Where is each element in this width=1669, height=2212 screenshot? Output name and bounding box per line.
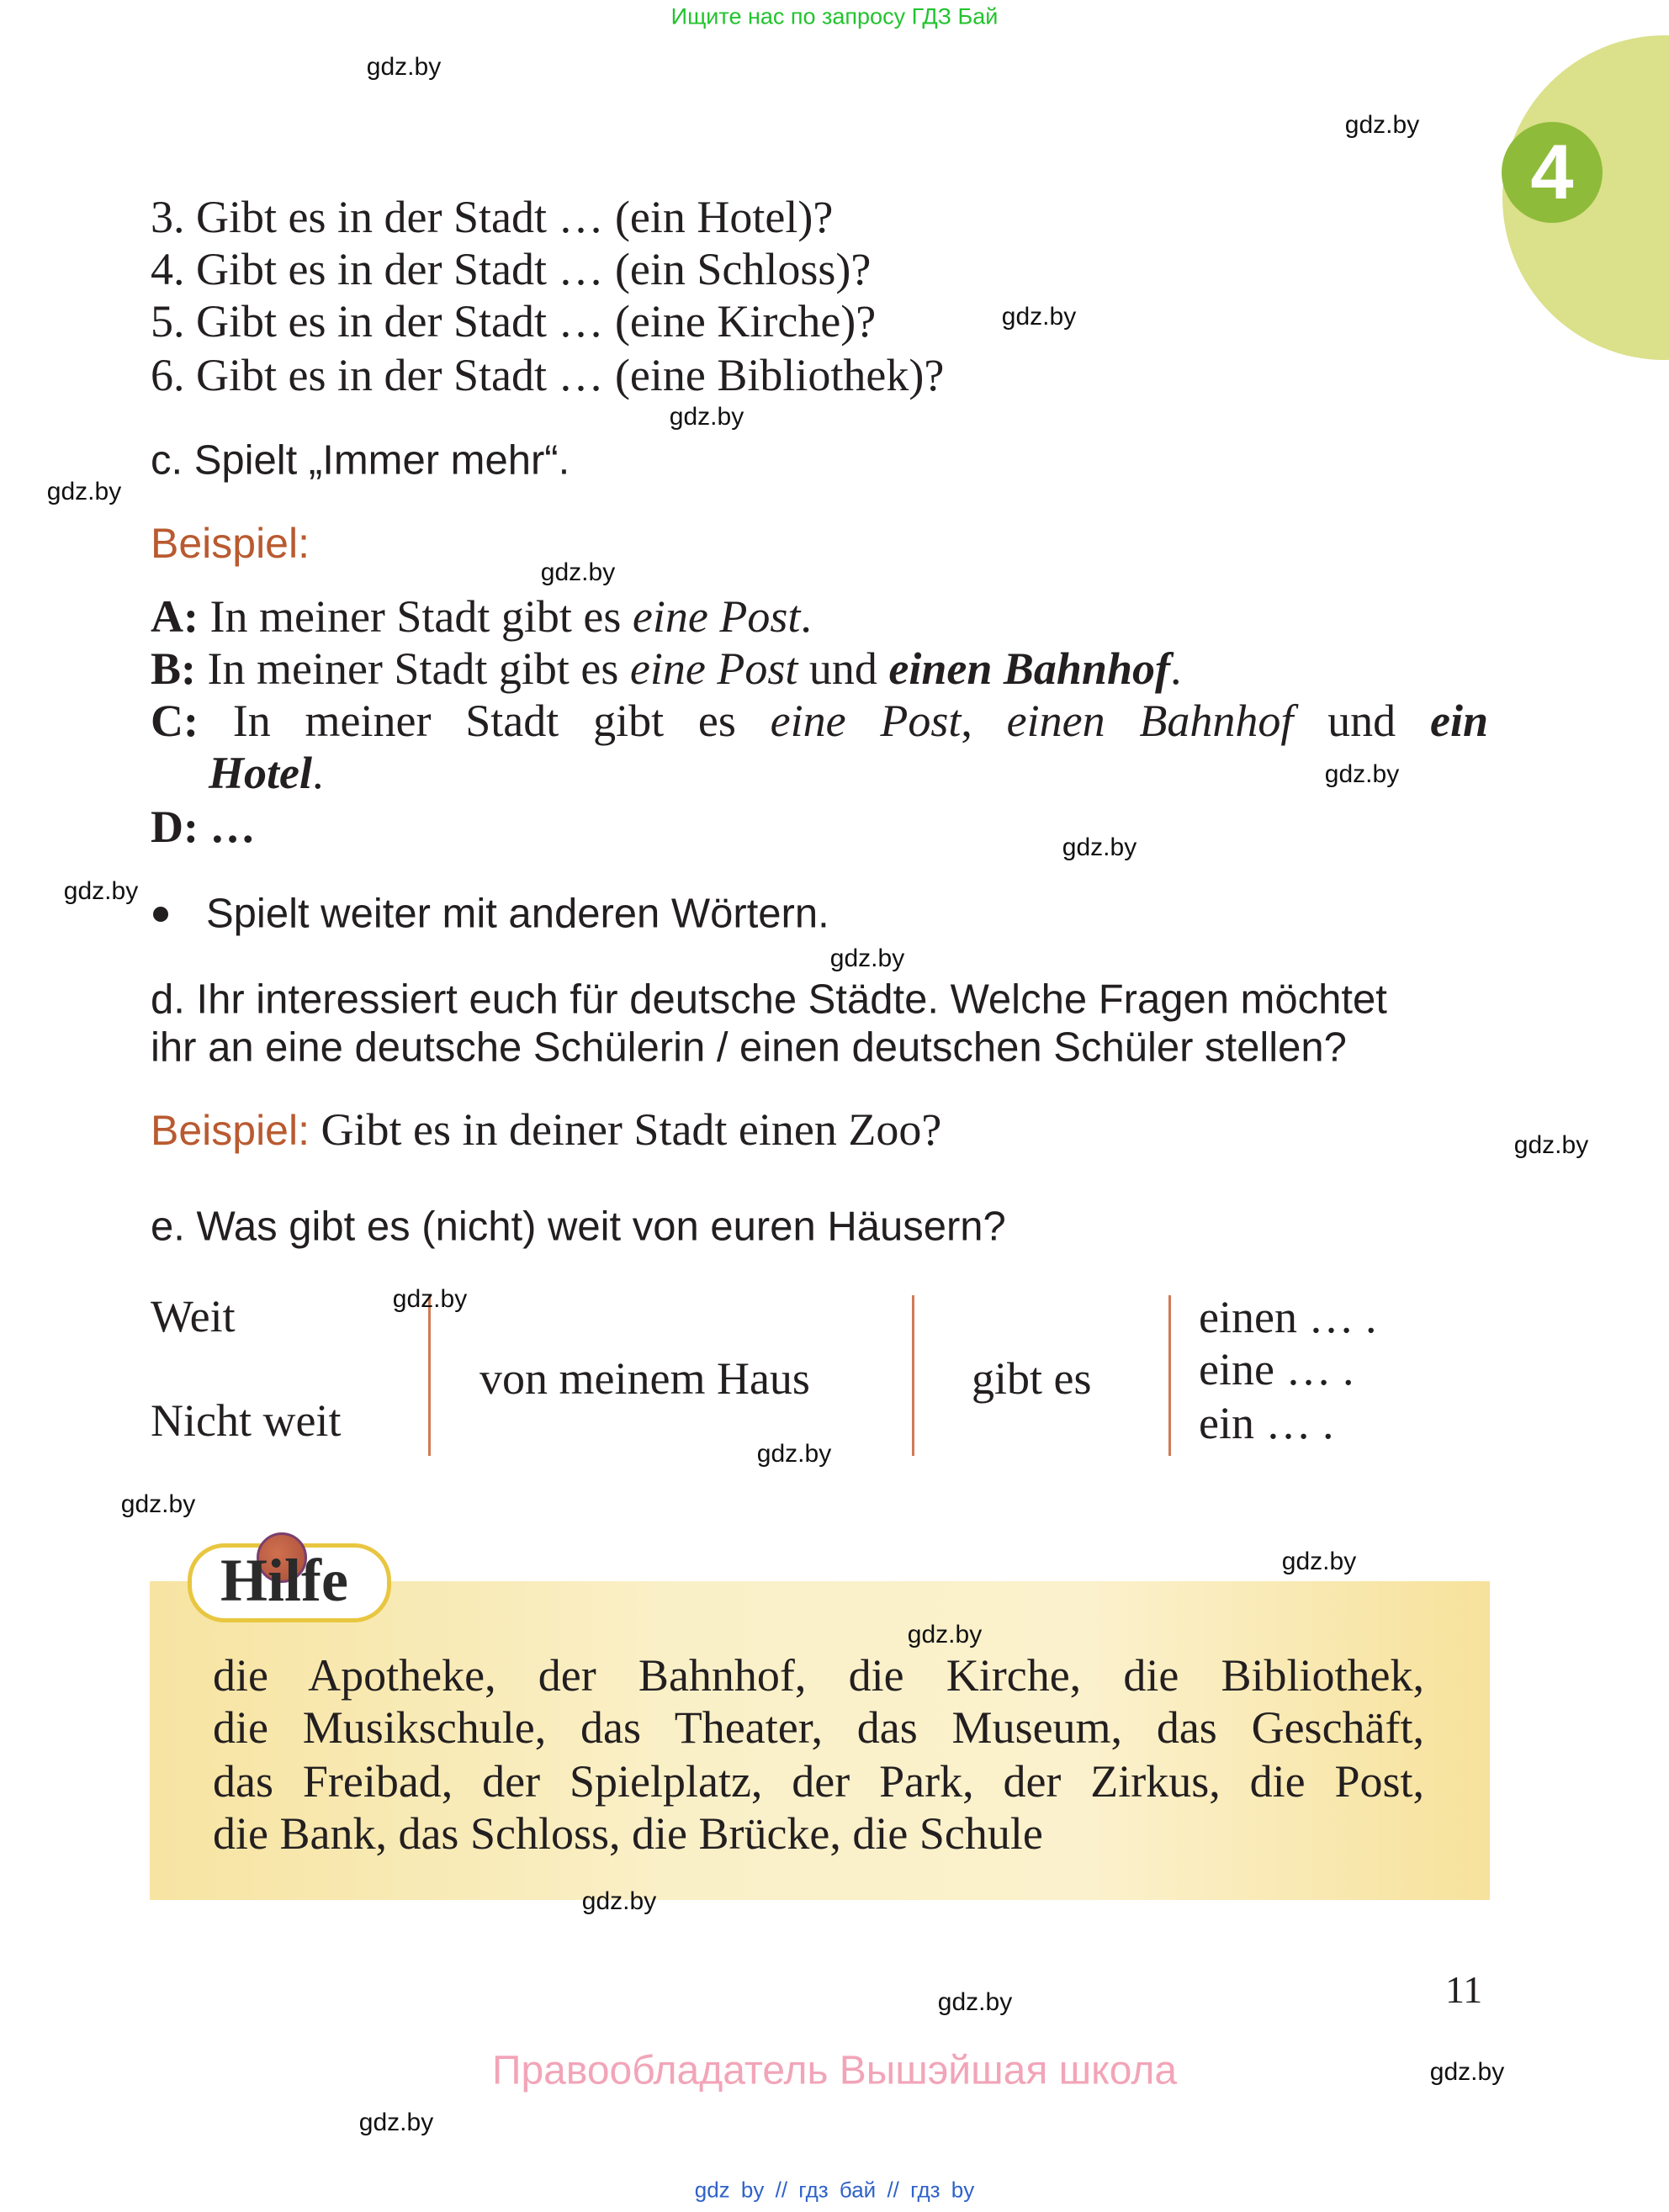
table-nicht-weit: Nicht weit	[151, 1395, 342, 1446]
watermark: gdz.by	[937, 1988, 1013, 2016]
watermark: gdz.by	[1324, 760, 1400, 788]
watermark: gdz.by	[907, 1621, 983, 1648]
watermark: gdz.by	[756, 1440, 832, 1468]
task-c-bullet-text: Spielt weiter mit anderen Wörtern.	[206, 891, 829, 937]
watermark: gdz.by	[829, 945, 905, 972]
table-ein: ein … .	[1199, 1398, 1334, 1448]
table-eine: eine … .	[1199, 1344, 1354, 1394]
watermark: gdz.by	[120, 1490, 196, 1518]
watermark: gdz.by	[1062, 833, 1137, 861]
dialog-line-c-cont: Hotel.	[209, 748, 324, 798]
header-notice: Ищите нас по запросу ГДЗ Бай	[670, 3, 999, 29]
hilfe-line: die Musikschule, das Theater, das Museum, das Geschäft,	[213, 1702, 1424, 1753]
watermark: gdz.by	[669, 403, 744, 431]
footer-link[interactable]: гдз by	[910, 2177, 975, 2203]
watermark: gdz.by	[358, 2109, 434, 2136]
dialog-line-a: A: In meiner Stadt gibt es eine Post.	[151, 591, 812, 642]
watermark: gdz.by	[46, 478, 122, 505]
watermark: gdz.by	[1281, 1548, 1357, 1575]
watermark: gdz.by	[1513, 1131, 1589, 1159]
copyright-notice: Правообладатель Вышэйшая школа	[491, 2048, 1178, 2093]
watermark: gdz.by	[1344, 111, 1420, 139]
question-4: 4. Gibt es in der Stadt … (ein Schloss)?	[151, 244, 872, 294]
table-weit: Weit	[151, 1291, 236, 1341]
hilfe-line: die Bank, das Schloss, die Brücke, die Schule	[213, 1808, 1043, 1859]
question-3: 3. Gibt es in der Stadt … (ein Hotel)?	[151, 192, 834, 242]
chapter-number: 4	[1530, 130, 1574, 215]
task-d-heading-2: ihr an eine deutsche Schülerin / einen deutschen Schüler stellen?	[151, 1024, 1347, 1071]
footer-link[interactable]: гдз бай	[798, 2177, 877, 2203]
task-c-example-label: Beispiel:	[151, 520, 310, 567]
table-divider	[1168, 1295, 1171, 1456]
footer-links	[695, 2178, 974, 2204]
task-c-heading: c. Spielt „Immer mehr“.	[151, 437, 570, 484]
table-einen: einen … .	[1199, 1292, 1377, 1342]
watermark: gdz.by	[366, 53, 442, 81]
dialog-line-d: D: …	[151, 802, 256, 852]
hilfe-line: das Freibad, der Spielplatz, der Park, der Zirkus, die Post,	[213, 1756, 1424, 1807]
watermark: gdz.by	[540, 558, 616, 586]
table-divider	[912, 1295, 914, 1456]
task-d-heading-1: d. Ihr interessiert euch für deutsche Städte. Welche Fragen möchtet	[151, 976, 1387, 1023]
bullet-icon	[153, 907, 168, 922]
watermark: gdz.by	[63, 877, 139, 905]
footer-separator: //	[887, 2177, 899, 2203]
chapter-badge	[1502, 122, 1603, 223]
dialog-line-b: B: In meiner Stadt gibt es eine Post und einen Bahnhof.	[151, 643, 1182, 694]
task-d-example: Beispiel: Gibt es in deiner Stadt einen Zoo?	[151, 1104, 942, 1155]
watermark: gdz.by	[1001, 303, 1077, 331]
footer-link[interactable]: gdz by	[694, 2177, 765, 2203]
task-e-heading: e. Was gibt es (nicht) weit von euren Häusern?	[151, 1204, 1006, 1250]
question-6: 6. Gibt es in der Stadt … (eine Bibliothek)?	[151, 350, 945, 400]
dialog-line-c: C: In meiner Stadt gibt es eine Post, einen Bahnhof und ein	[151, 696, 1488, 746]
table-von-meinem-haus: von meinem Haus	[480, 1353, 810, 1404]
hilfe-line: die Apotheke, der Bahnhof, die Kirche, die Bibliothek,	[213, 1650, 1424, 1701]
table-divider	[428, 1295, 431, 1456]
footer-separator: //	[775, 2177, 788, 2203]
watermark: gdz.by	[392, 1285, 468, 1313]
question-5: 5. Gibt es in der Stadt … (eine Kirche)?	[151, 296, 877, 347]
hilfe-title: Hilfe	[220, 1547, 348, 1614]
watermark: gdz.by	[581, 1887, 657, 1915]
page-number: 11	[1445, 1968, 1483, 2011]
table-gibt-es: gibt es	[972, 1353, 1092, 1404]
watermark: gdz.by	[1429, 2058, 1505, 2086]
